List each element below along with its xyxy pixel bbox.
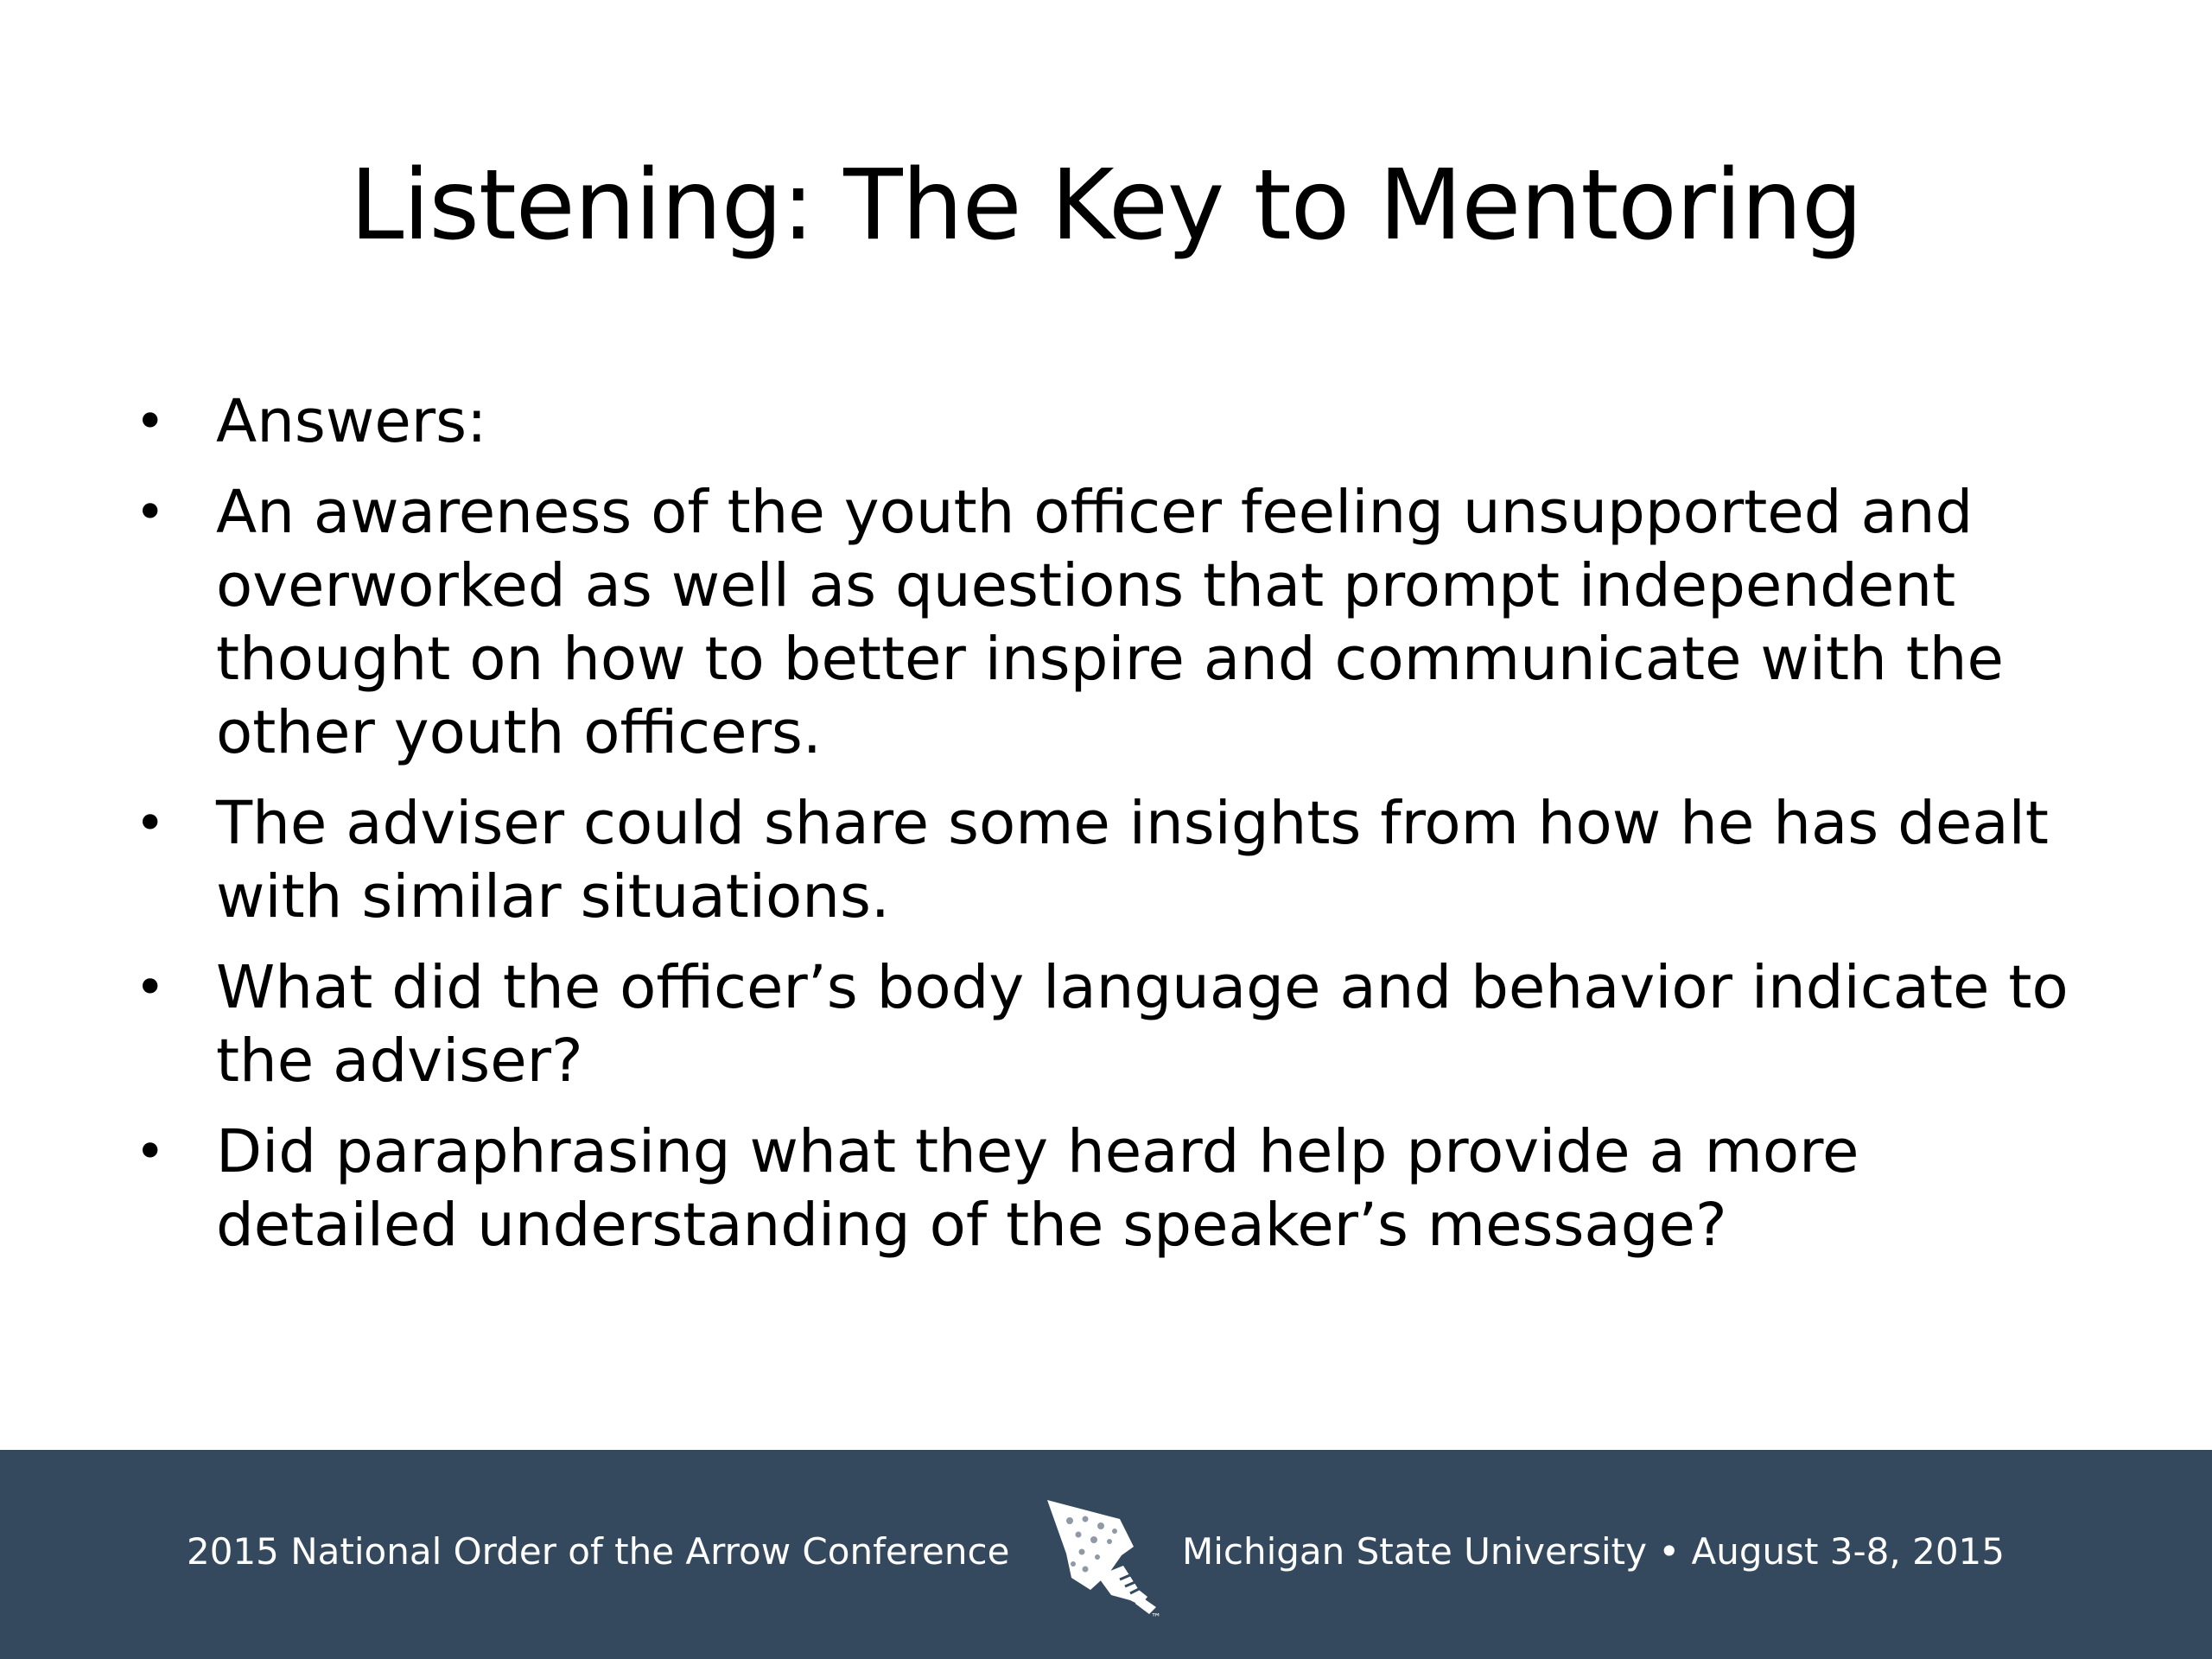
bullet-marker: • — [135, 391, 166, 452]
bullet-marker: • — [135, 1122, 166, 1182]
footer-conference-name: 2015 National Order of the Arrow Conference — [187, 1530, 1010, 1573]
trademark-symbol: ™ — [1151, 1611, 1161, 1623]
bullet-item — [128, 385, 2115, 459]
footer-location-dates: Michigan State University • August 3-8, 2015 — [1181, 1530, 2005, 1573]
bullet-item — [128, 951, 2115, 1098]
bullet-list — [128, 385, 2115, 1280]
bullet-marker: • — [135, 482, 166, 543]
bullet-text: Answers: — [216, 387, 487, 456]
bullet-item — [128, 1116, 2115, 1262]
bullet-item — [128, 476, 2115, 770]
bullet-marker: • — [135, 957, 166, 1018]
slide-title: Listening: The Key to Mentoring — [349, 149, 1862, 262]
bullet-text: The adviser could share some insights from how he has dealt with similar situations. — [216, 789, 2049, 931]
bullet-text: Did paraphrasing what they heard help provide a more detailed understanding of the speaker’s message? — [216, 1117, 1859, 1260]
bullet-text: What did the officer’s body language and behavior indicate to the adviser? — [216, 953, 2069, 1096]
arrowhead-logo-icon — [1037, 1493, 1175, 1623]
footer-band — [0, 1450, 2212, 1659]
bullet-marker: • — [135, 793, 166, 854]
bullet-text: An awareness of the youth officer feeling unsupported and overworked as well as questions that prompt independent thought on how to better inspire and communicate with the other youth officers. — [216, 478, 2004, 767]
bullet-item — [128, 787, 2115, 934]
